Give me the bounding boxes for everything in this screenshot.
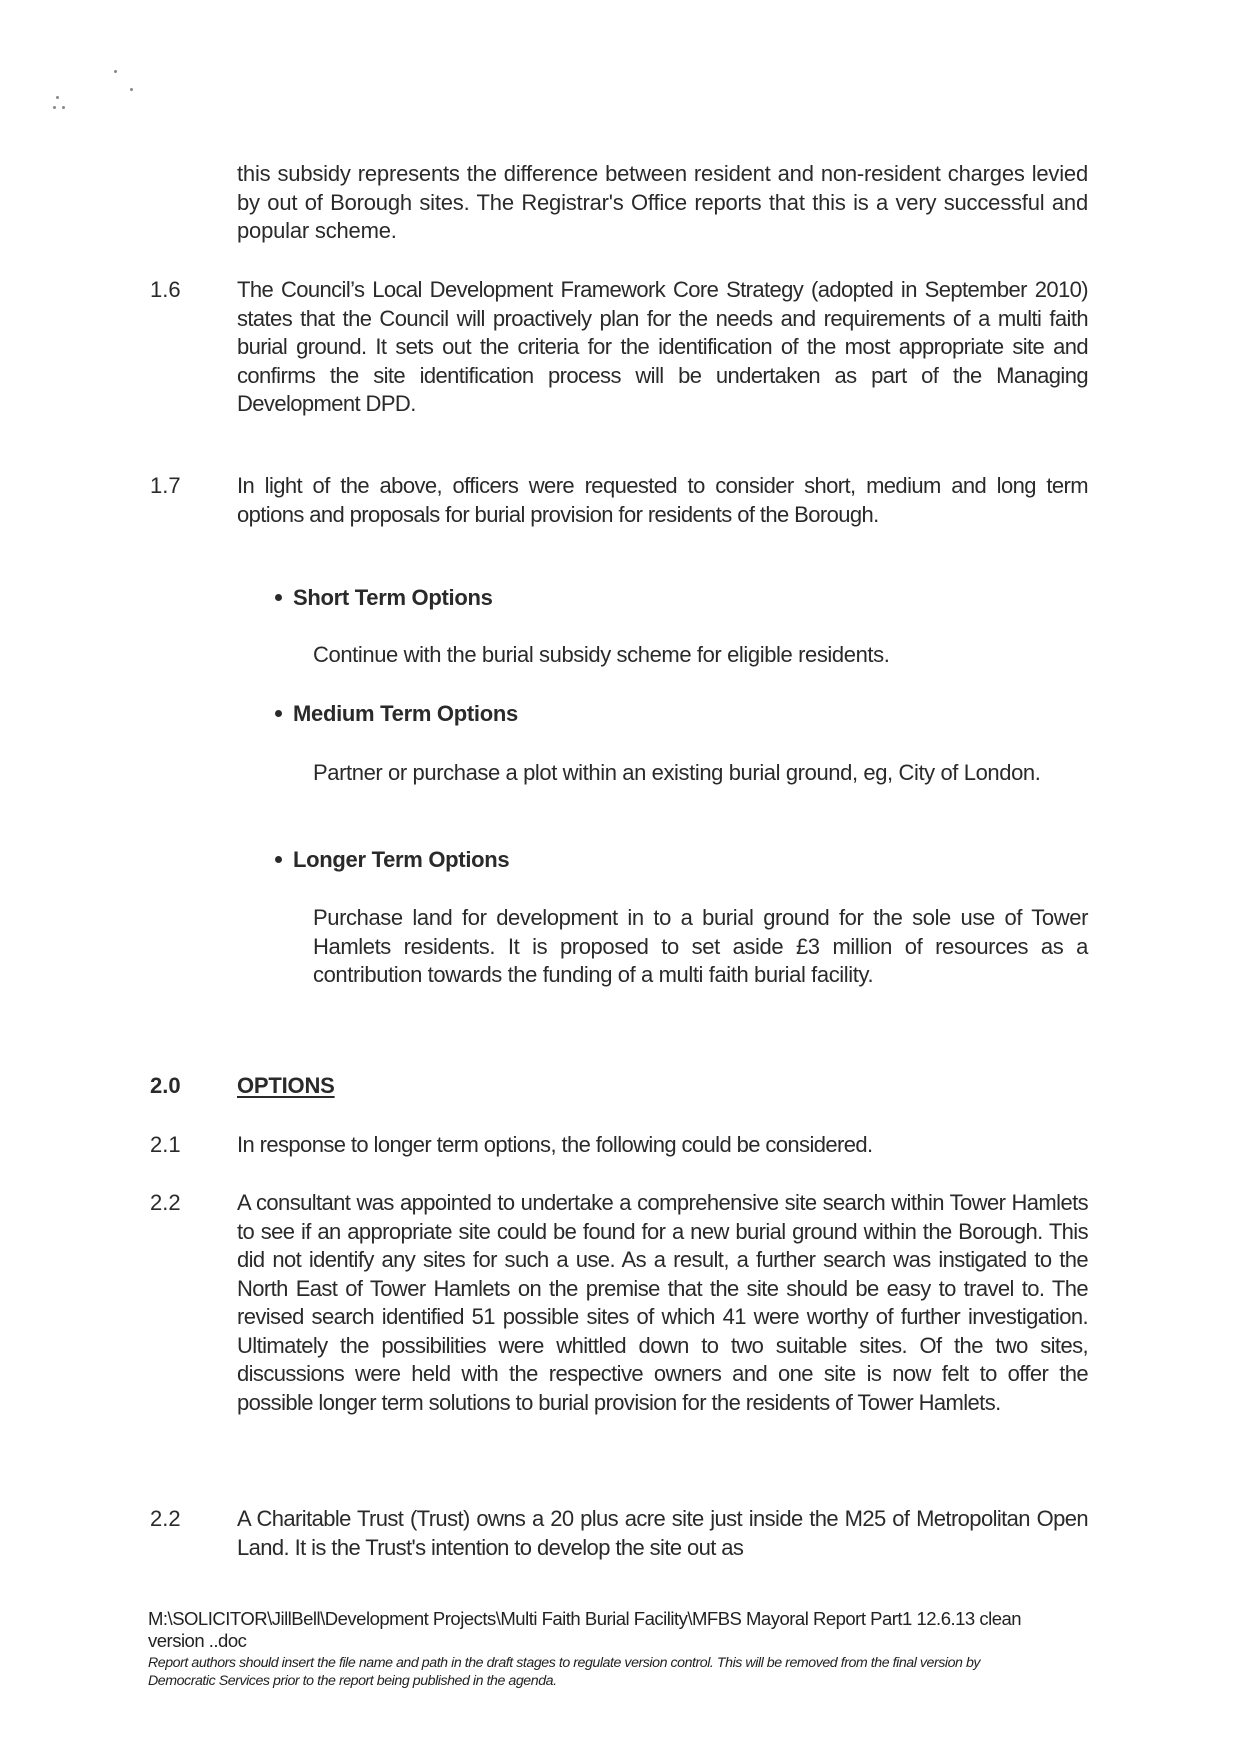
option-title-text: Longer Term Options: [293, 847, 510, 872]
section-number: 1.7: [150, 473, 181, 498]
scan-speck: [130, 88, 133, 91]
section-text: In light of the above, officers were requested to consider short, medium and long term options and proposals for burial provision for residents of the Borough.: [237, 473, 1088, 527]
option-text: Purchase land for development in to a burial ground for the sole use of Tower Hamlets residents. It is proposed to set aside £3 million of resources as a contribution towards the funding of a multi faith burial facility.: [313, 905, 1088, 987]
bullet-icon: [275, 594, 282, 601]
intro-text: this subsidy represents the difference between resident and non-resident charges levied by out of Borough sites. The Registrar's Office reports that this is a very successful and popular scheme.: [237, 161, 1088, 243]
option-title-text: Medium Term Options: [293, 701, 518, 726]
section-number: 1.6: [150, 277, 181, 302]
section-text: A consultant was appointed to undertake a comprehensive site search within Tower Hamlets to see if an appropriate site could be found for a new burial ground within the Borough. This did not identify any sites for such a use. As a result, a further search was instigated to the North East of Tower Hamlets on the premise that the site should be easy to travel to. The revised search identified 51 possible sites of which 41 were worthy of further investigation. Ultimately the possibilities were whittled down to two suitable sites. Of the two sites, discussions were held with the respective owners and one site is now felt to offer the possible longer term solutions to burial provision for the residents of Tower Hamlets.: [237, 1190, 1088, 1415]
scan-speck: [56, 96, 59, 99]
scan-speck: [53, 106, 56, 109]
section-number: 2.2: [150, 1190, 181, 1215]
section-text: In response to longer term options, the following could be considered.: [237, 1132, 873, 1157]
section-number: 2.0: [150, 1073, 181, 1098]
footer-file-path: M:\SOLICITOR\JillBell\Development Projects\Multi Faith Burial Facility\MFBS Mayoral Report Part1 12.6.13 clean version ..doc: [148, 1608, 1022, 1651]
section-number: 2.2: [150, 1506, 181, 1531]
option-title: [275, 700, 518, 728]
bullet-icon: [275, 856, 282, 863]
option-title: [275, 846, 509, 874]
page-footer: [148, 1608, 1048, 1690]
option-title-text: Short Term Options: [293, 585, 493, 610]
scan-specks: [50, 60, 140, 120]
scan-speck: [114, 70, 117, 73]
bullet-icon: [275, 710, 282, 717]
option-text: Partner or purchase a plot within an existing burial ground, eg, City of London.: [313, 760, 1041, 785]
section-text: A Charitable Trust (Trust) owns a 20 plus acre site just inside the M25 of Metropolitan Open Land. It is the Trust's intention to develop the site out as: [237, 1506, 1088, 1560]
section-heading: OPTIONS: [237, 1073, 335, 1098]
section-number: 2.1: [150, 1132, 181, 1157]
option-title: [275, 584, 493, 612]
scan-speck: [62, 106, 65, 109]
footer-note: Report authors should insert the file name and path in the draft stages to regulate version control. This will be removed from the final version by Democratic Services prior to the report being published in the agenda.: [148, 1655, 981, 1689]
option-text: Continue with the burial subsidy scheme for eligible residents.: [313, 642, 890, 667]
section-text: The Council’s Local Development Framework Core Strategy (adopted in September 2010) states that the Council will proactively plan for the needs and requirements of a multi faith burial ground. It sets out the criteria for the identification of the most appropriate site and confirms the site identification process will be undertaken as part of the Managing Development DPD.: [237, 277, 1088, 416]
